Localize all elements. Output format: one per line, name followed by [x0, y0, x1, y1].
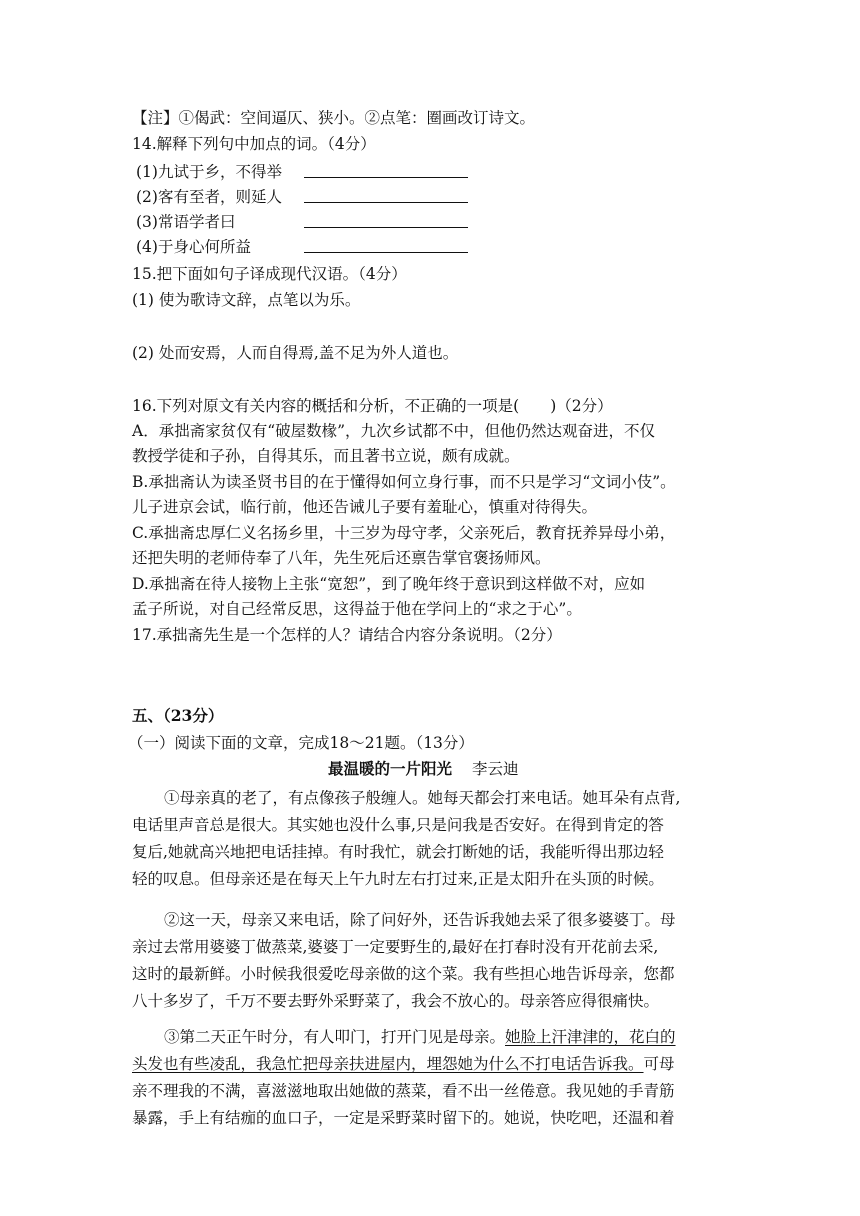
article-line: 这时的最新鲜。小时候我很爱吃母亲做的这个菜。我有些担心地告诉母亲，您都: [132, 965, 675, 983]
q16-line: B.承拙斋认为读圣贤书目的在于懂得如何立身行事，而不只是学习“文词小伎”。: [132, 473, 676, 491]
article-line: ①母亲真的老了，有点像孩子般缠人。她每天都会打来电话。她耳朵有点背,: [164, 789, 681, 807]
article-text: 可母: [643, 1055, 675, 1073]
article-line: 暴露，手上有结痂的血口子，一定是采野菜时留下的。她说，快吃吧，还温和着: [132, 1109, 675, 1127]
article-p3-line1: [164, 1027, 676, 1047]
answer-blank-1[interactable]: [304, 162, 468, 178]
article-p3-line2: [132, 1054, 675, 1074]
q16-line: D.承拙斋在待人接物上主张“宽恕”，到了晚年终于意识到这样做不对，应如: [132, 575, 646, 593]
answer-blank-4[interactable]: [304, 237, 468, 253]
section-heading: 五、（23分）: [132, 706, 224, 725]
underlined-sentence: 她脸上汗津津的，花白的: [505, 1028, 676, 1046]
q14-item-4: (4)于身心何所益: [136, 238, 251, 256]
article-line: 八十多岁了，千万不要去野外采野菜了，我会不放心的。母亲答应得很痛快。: [132, 992, 660, 1010]
article-line: 亲过去常用婆婆丁做蒸菜,婆婆丁一定要野生的,最好在打春时没有开花前去采,: [132, 938, 659, 956]
section-subheading: （一）阅读下面的文章，完成18～21题。（13分）: [128, 734, 474, 752]
q15-item-2: (2) 处而安焉，人而自得焉,盖不足为外人道也。: [132, 344, 459, 362]
q14-stem: 14.解释下列句中加点的词。（4分）: [132, 135, 376, 153]
q14-item-1: (1)九试于乡，不得举: [136, 163, 282, 181]
article-line: 亲不理我的不满，喜滋滋地取出她做的蒸菜，看不出一丝倦意。我见她的手青筋: [132, 1082, 675, 1100]
article-line: 电话里声音总是很大。其实她也没什么事,只是问我是否安好。在得到肯定的答: [132, 816, 664, 834]
article-line: 复后,她就高兴地把电话挂掉。有时我忙，就会打断她的话，我能听得出那边轻: [132, 843, 664, 861]
q16-line: 孟子所说，对自己经常反思，这得益于他在学问上的“求之于心”。: [132, 600, 582, 618]
underlined-sentence: 头发也有些凌乱，我急忙把母亲扶进屋内，埋怨她为什么不打电话告诉我。: [132, 1055, 644, 1073]
article-text: ③第二天正午时分，有人叩门，打开门见是母亲。: [164, 1028, 506, 1046]
q16-line: C.承拙斋忠厚仁义名扬乡里，十三岁为母守孝，父亲死后，教育抚养异母小弟，: [132, 524, 676, 542]
q16-line: 还把失明的老师侍奉了八年，先生死后还禀告掌官褒扬师风。: [132, 549, 551, 567]
q17-stem: 17.承拙斋先生是一个怎样的人？请结合内容分条说明。（2分）: [132, 626, 562, 644]
answer-blank-3[interactable]: [304, 212, 468, 228]
article-author: 李云迪: [472, 760, 519, 778]
q14-item-3: (3)常语学者曰: [136, 213, 236, 231]
q15-stem: 15.把下面如句子译成现代汉语。（4分）: [132, 265, 407, 283]
q16-stem: 16.下列对原文有关内容的概括和分析，不正确的一项是( )（2分）: [132, 397, 613, 415]
q16-line: A．承拙斋家贫仅有“破屋数椽”，九次乡试都不中，但他仍然达观奋进，不仅: [132, 422, 656, 440]
q16-line: 儿子进京会试，临行前，他还告诫儿子要有羞耻心，慎重对待得失。: [132, 498, 598, 516]
note: 【注】①偈武：空间逼仄、狭小。②点笔：圈画改订诗文。: [132, 109, 536, 127]
q14-item-2: (2)客有至者，则延人: [136, 188, 282, 206]
q16-line: 教授学徒和子孙，自得其乐，而且著书立说，颇有成就。: [132, 447, 520, 465]
answer-blank-2[interactable]: [304, 187, 468, 203]
article-line: 轻的叹息。但母亲还是在每天上午九时左右打过来,正是太阳升在头顶的时候。: [132, 870, 664, 888]
article-title: 最温暖的一片阳光: [328, 759, 453, 778]
article-line: ②这一天，母亲又来电话，除了问好外，还告诉我她去采了很多婆婆丁。母: [164, 911, 676, 929]
q15-item-1: (1) 使为歌诗文辞，点笔以为乐。: [132, 291, 361, 309]
